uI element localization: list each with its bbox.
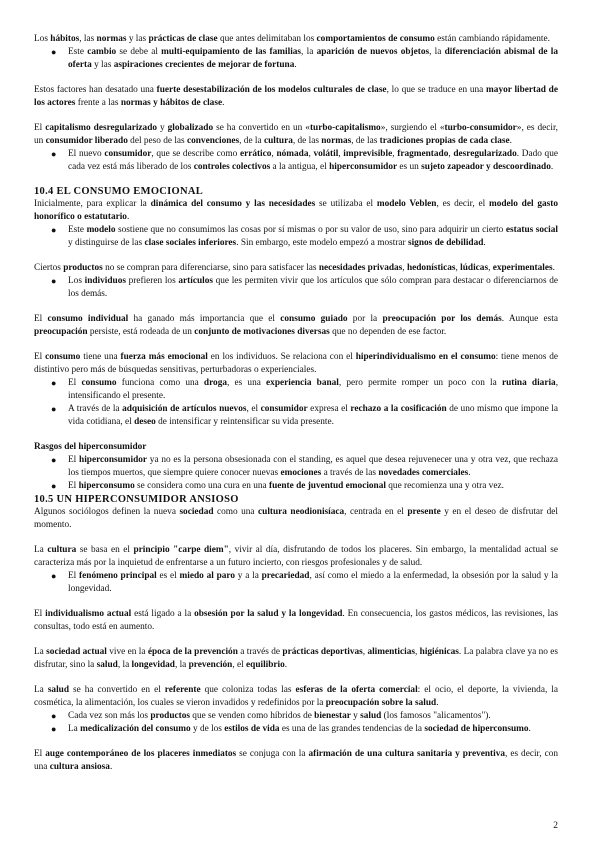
list-item: ● A través de la adquisición de artículos nuevos, el consumidor expresa el rechazo a la cosificación de uno mismo que impone la vida cotidiana, el deseo de intensificar y reintensificar su vida presente. [51,404,559,427]
list-item: ● El fenómeno principal es el miedo al paro y a la precariedad, así como el miedo a la enfermedad, la obsesión por la salud y la longevidad. [51,571,558,594]
paragraph: El consumo individual ha ganado más importancia que el consumo guiado por la preocupación por los demás. Aunque esta preocupación persiste, está rodeada de un conjunto de motivaciones diversas que no dependen de ese factor. [34,314,558,337]
paragraph: Inicialmente, para explicar la dinámica del consumo y las necesidades se utilizaba el modelo Veblen, es decir, el modelo del gasto honorífico o estatutario. [34,199,558,222]
paragraph: La sociedad actual vive en la época de la prevención a través de prácticas deportivas, alimenticias, higiénicas. La palabra clave ya no es disfrutar, sino la salud, la longevidad, la prevención, el equilibrio. [34,647,558,670]
list-item: ● Este modelo sostiene que no consumimos las cosas por sí mismas o por su valor de uso, sino para adquirir un cierto estatus social y distinguirse de las clase sociales inferiores. Sin embargo, este modelo empezó a mostrar signos de debilidad. [51,225,558,248]
bullet-icon: ● [51,481,57,491]
bullet-icon: ● [51,711,57,721]
paragraph: El capitalismo desregularizado y globalizado se ha convertido en un «turbo-capitalismo», surgiendo el «turbo-consumidor», es decir, un consumidor liberado del peso de las convenciones, de la cultura, de las normas, de las tradiciones propias de cada clase. [34,123,558,146]
list-item: ● Este cambio se debe al multi-equipamiento de las familias, la aparición de nuevos objetos, la diferenciación abismal de la oferta y las aspiraciones crecientes de mejorar de fortuna. [51,47,558,70]
paragraph: La cultura se basa en el principio "carpe diem", vivir al día, disfrutando de todos los placeres. Sin embargo, la mentalidad actual se caracteriza más por la inquietud de enfrentarse a un futuro incierto, con riesgos profesionales y de salud. [34,545,558,568]
paragraph: Los hábitos, las normas y las prácticas de clase que antes delimitaban los comportamientos de consumo están cambiando rápidamente. [34,34,550,44]
paragraph: El consumo tiene una fuerza más emocional en los individuos. Se relaciona con el hiperindividualismo en el consumo: tiene menos de distintivo pero más de búsquedas sensitivas, perturbadoras o experienciales. [34,352,559,375]
subheading: Rasgos del hiperconsumidor [34,442,147,452]
paragraph: Estos factores han desatado una fuerte desestabilización de los modelos culturales de clase, lo que se traduce en una mayor libertad de los actores frente a las normas y hábitos de clase. [34,85,558,108]
paragraph: El auge contemporáneo de los placeres inmediatos se conjuga con la afirmación de una cultura sanitaria y preventiva, es decir, con una cultura ansiosa. [34,749,559,772]
section-heading: 10.4 EL CONSUMO EMOCIONAL [34,186,204,197]
bullet-icon: ● [51,47,57,57]
paragraph: Algunos sociólogos definen la nueva sociedad como una cultura neodionisíaca, centrada en el presente y en el deseo de disfrutar del momento. [34,507,558,530]
paragraph: El individualismo actual está ligado a la obsesión por la salud y la longevidad. En consecuencia, los gastos médicos, las revisiones, las consultas, todo está en aumento. [34,609,558,632]
bullet-icon: ● [51,149,57,159]
bullet-icon: ● [51,571,57,581]
bullet-list [34,454,558,493]
list-item: ● Los individuos prefieren los artículos que les permiten vivir que los artículos que sólo compran para destacar o diferenciarnos de los demás. [51,276,558,299]
list-item: ● El nuevo consumidor, que se describe como errático, nómada, volátil, imprevisible, fragmentado, desregularizado. Dado que cada vez está más liberado de los controles colectivos a la antigua, el hiperconsumidor es un sujeto zapeador y descoordinado. [51,149,558,172]
bullet-icon: ● [51,724,57,734]
bullet-icon: ● [51,276,57,286]
section-heading: 10.5 UN HIPERCONSUMIDOR ANSIOSO [34,494,239,505]
bullet-icon: ● [51,455,57,465]
list-item: ● El hiperconsumidor ya no es la persona obsesionada con el standing, es aquel que desea rejuvenecer una y otra vez, que rechaza los tiempos muertos, que siempre quiere conocer nuevas emociones a través de las novedades comerciales. [51,455,558,478]
bullet-icon: ● [51,404,57,414]
bullet-list [34,570,558,596]
bullet-icon: ● [51,225,57,235]
bullet-list [34,148,558,174]
list-item: ● La medicalización del consumo y de los estilos de vida es una de las grandes tendencias de la sociedad de hiperconsumo. [51,724,531,734]
list-item: ● El consumo funciona como una droga, es una experiencia banal, pero permite romper un poco con la rutina diaria, intensificando el presente. [51,378,559,401]
bullet-list [34,710,558,736]
bullet-list [34,377,558,429]
bullet-list [34,224,558,250]
paragraph: Ciertos productos no se compran para diferenciarse, sino para satisfacer las necesidades privadas, hedonísticas, lúdicas, experimentales. [34,263,555,273]
bullet-icon: ● [51,378,57,388]
page-number: 2 [553,821,558,831]
bullet-list [34,46,558,72]
paragraph: La salud se ha convertido en el referente que coloniza todas las esferas de la oferta comercial: el ocio, el deporte, la vivienda, la cosmética, la alimentación, los cuales se vieron invadidos y redefinidos por la preocupación sobre la salud. [34,685,558,708]
list-item: ● El hiperconsumo se considera como una cura en una fuente de juventud emocional que recomienza una y otra vez. [51,481,504,491]
bullet-list [34,275,558,301]
list-item: ● Cada vez son más los productos que se venden como híbridos de bienestar y salud (los famosos "alicamentos"). [51,711,491,721]
